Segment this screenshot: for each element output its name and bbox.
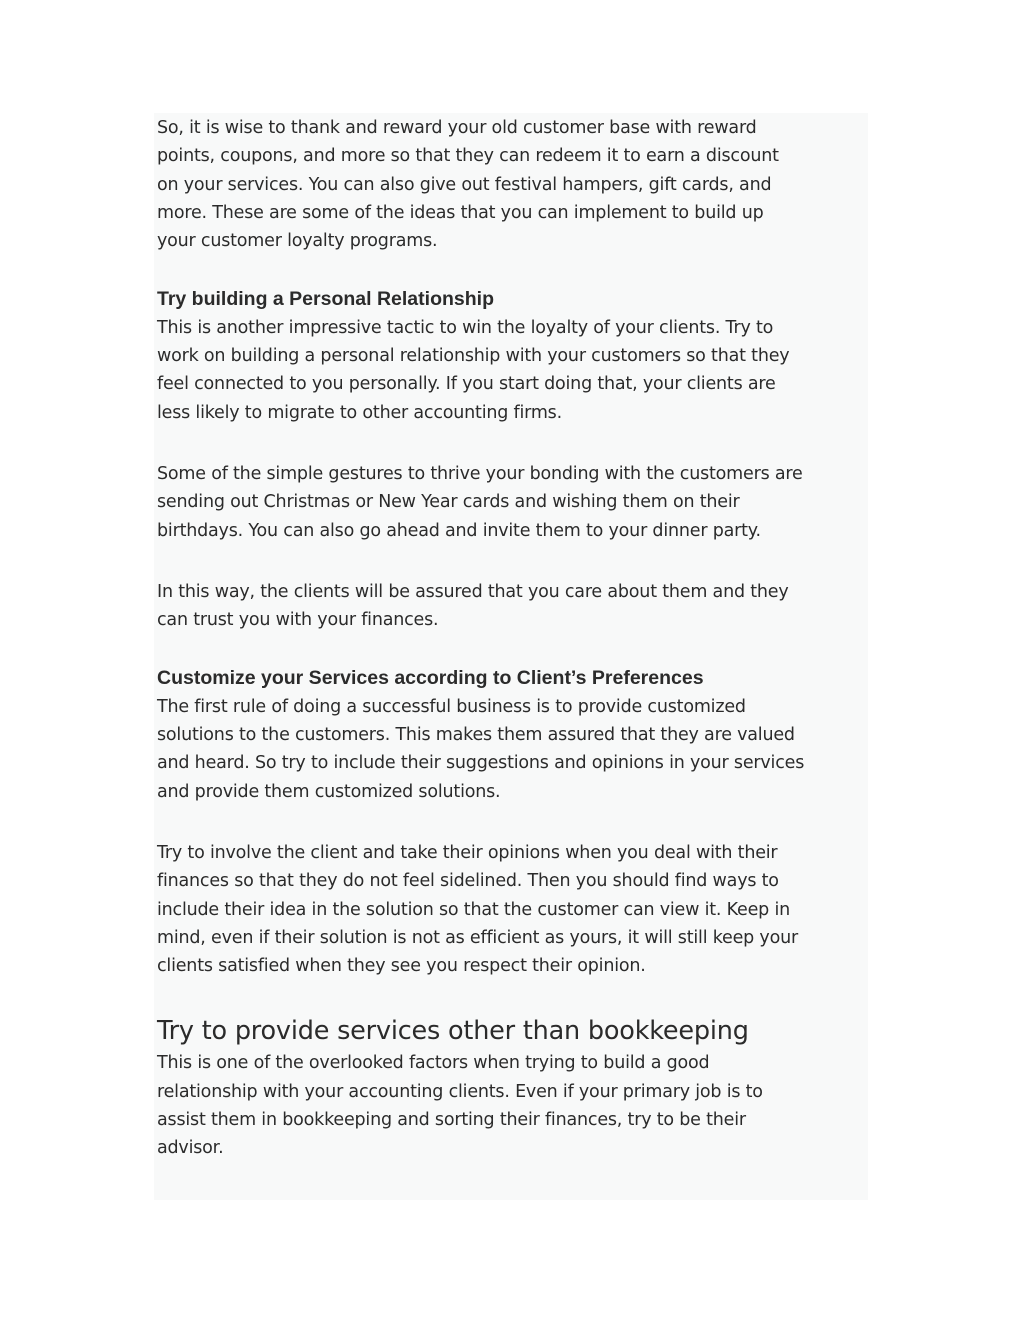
article-body [157, 114, 867, 1163]
heading-other-services: Try to provide services other than bookkeeping [157, 1016, 749, 1047]
subheading-customize-services: Customize your Services according to Client’s Preferences [157, 667, 704, 690]
paragraph-trust: In this way, the clients will be assured that you care about them and they can trust you with your finances. [157, 581, 789, 631]
paragraph-customized-solutions: The first rule of doing a successful business is to provide customized solutions to the customers. This makes them assured that they are valued and heard. So try to include their suggestions and opinions in your services and provide them customized solutions. [157, 696, 805, 802]
subheading-personal-relationship: Try building a Personal Relationship [157, 288, 494, 311]
paragraph-loyalty-rewards: So, it is wise to thank and reward your old customer base with reward points, coupons, and more so that they can redeem it to earn a discount on your services. You can also give out festival hampers, gift cards, and more. These are some of the ideas that you can implement to build up your customer loyalty programs. [157, 118, 779, 252]
paragraph-involve-client: Try to involve the client and take their opinions when you deal with their finances so that they do not feel sidelined. Then you should find ways to include their idea in the solution so that the customer can view it. Keep in mind, even if their solution is not as efficient as yours, it will still keep your clients satisfied when they see you respect their opinion. [157, 842, 798, 977]
paragraph-overlooked-factors: This is one of the overlooked factors when trying to build a good relationship with your accounting clients. Even if your primary job is to assist them in bookkeeping and sorting their finances, try to be their advisor. [157, 1053, 763, 1159]
paragraph-simple-gestures: Some of the simple gestures to thrive your bonding with the customers are sending out Christmas or New Year cards and wishing them on their birthdays. You can also go ahead and invite them to your dinner party. [157, 463, 803, 541]
paragraph-personal-relationship: This is another impressive tactic to win the loyalty of your clients. Try to work on building a personal relationship with your customers so that they feel connected to you personally. If you start doing that, your clients are less likely to migrate to other accounting firms. [157, 317, 790, 423]
